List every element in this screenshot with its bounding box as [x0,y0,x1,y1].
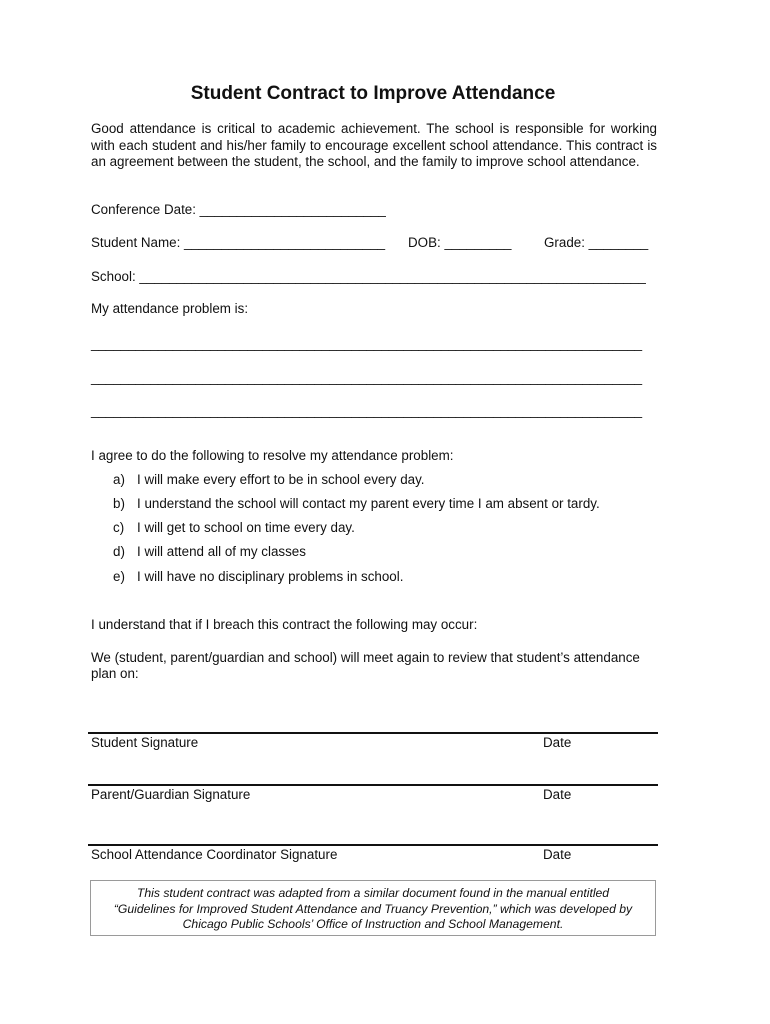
list-item [113,496,673,512]
page-title: Student Contract to Improve Attendance [190,83,556,104]
parent-date-label: Date [543,787,572,802]
list-letter: a) [113,472,125,487]
footnote-line-3: Chicago Public Schools’ Office of Instruction and School Management. [182,917,564,932]
list-item [113,569,673,585]
list-letter: c) [113,520,125,535]
footnote-line-2: “Guidelines for Improved Student Attendance and Truancy Prevention,” which was developed by [113,901,633,916]
problem-line-2[interactable]: __________________________________________________________________________ [91,370,643,385]
problem-line-1[interactable]: __________________________________________________________________________ [91,336,643,351]
list-item [113,520,673,536]
conference-date-field[interactable]: Conference Date: _________________________ [91,202,386,217]
student-date-label: Date [543,735,572,750]
list-text: I will have no disciplinary problems in school. [137,569,404,584]
breach-statement: I understand that if I breach this contract the following may occur: [91,617,478,632]
parent-signature-line[interactable] [88,784,658,786]
problem-line-3[interactable]: __________________________________________________________________________ [91,403,643,418]
list-text: I will make every effort to be in school every day. [137,472,425,487]
review-line-1: We (student, parent/guardian and school) will meet again to review that student’s attendance [91,650,640,665]
student-name-field[interactable]: Student Name: ___________________________ [91,235,386,250]
agreement-heading: I agree to do the following to resolve my attendance problem: [91,448,454,463]
footnote-line-1: This student contract was adapted from a similar document found in the manual entitled [136,886,610,900]
list-letter: b) [113,496,125,511]
footnote-box [90,880,656,936]
list-item [113,472,673,488]
coordinator-signature-line[interactable] [88,844,658,846]
school-field[interactable]: School: ____________________________________________________________________ [91,269,646,284]
intro-paragraph: Good attendance is critical to academic achievement. The school is responsible for working with each student and his/her family to encourage excellent school attendance. This contract is an agreement between the student, the school, and the family to improve school attendance. [91,121,657,169]
grade-field[interactable]: Grade: ________ [544,235,649,250]
problem-label: My attendance problem is: [91,301,249,316]
coordinator-date-label: Date [543,847,572,862]
student-signature-label: Student Signature [91,735,199,750]
list-item [113,544,673,560]
list-letter: d) [113,544,125,559]
list-text: I will attend all of my classes [137,544,306,559]
student-signature-line[interactable] [88,732,658,734]
list-letter: e) [113,569,125,584]
dob-field[interactable]: DOB: _________ [408,235,512,250]
coordinator-signature-label: School Attendance Coordinator Signature [91,847,338,862]
parent-signature-label: Parent/Guardian Signature [91,787,251,802]
list-text: I will get to school on time every day. [137,520,355,535]
review-line-2: plan on: [91,666,139,681]
list-text: I understand the school will contact my parent every time I am absent or tardy. [137,496,600,511]
